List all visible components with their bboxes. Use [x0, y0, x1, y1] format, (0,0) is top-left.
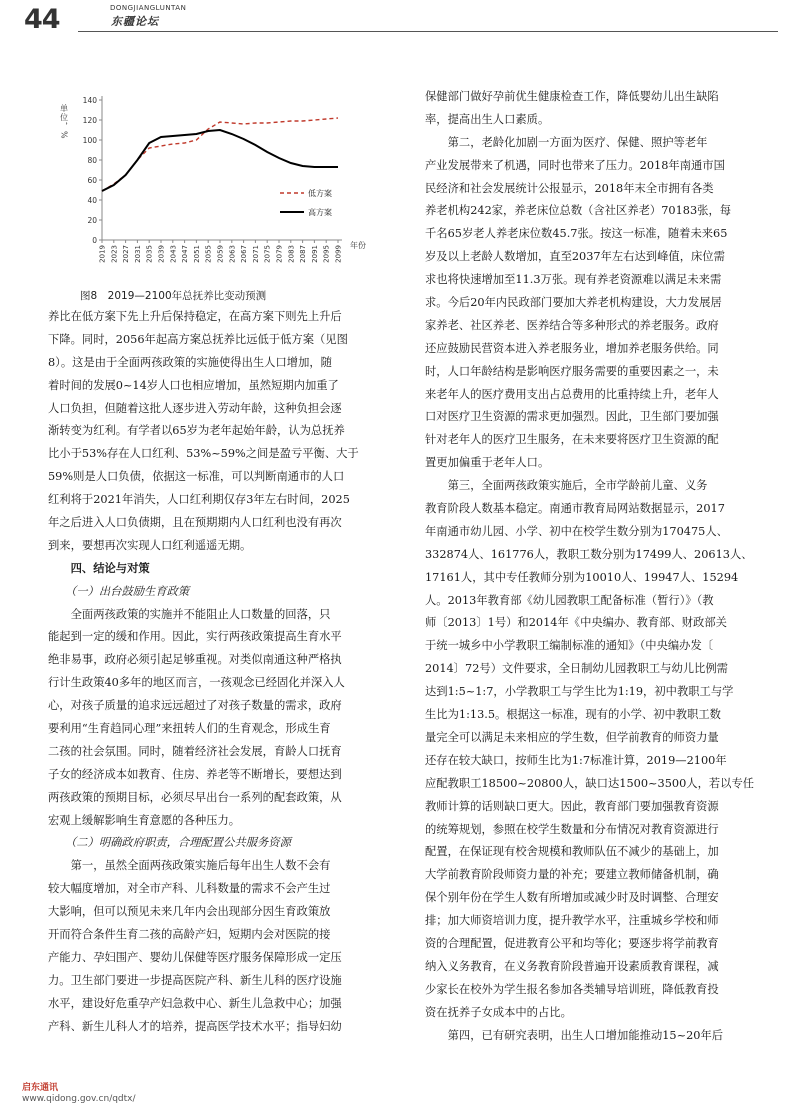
- text-line: 的统筹规划，参照在校学生数量和分布情况对教育资源进行: [425, 822, 719, 836]
- page-footer: [22, 1080, 136, 1104]
- text-line: 全面两孩政策的实施并不能阻止人口数量的回落，只: [48, 607, 331, 621]
- text-line: 保健部门做好孕前优生健康检查工作，降低婴幼儿出生缺陷: [425, 90, 719, 103]
- page-header: [0, 0, 800, 40]
- footer-url: www.qidong.gov.cn/qdtx/: [22, 1094, 136, 1104]
- y-tick-label: 140: [82, 96, 97, 105]
- text-line: 能起到一定的缓和作用。因此，实行两孩政策提高生育水平: [48, 630, 342, 644]
- text-line: 大学前教育阶段师资力量的补充；要建立教师储备机制，确: [425, 868, 719, 882]
- text-line: 应配教职工18500~20800人，缺口达1500~3500人，若以专任: [425, 776, 755, 790]
- subsection-heading: （二）明确政府职责，合理配置公共服务资源: [48, 836, 291, 850]
- text-line: 排；加大师资培训力度，提升教学水平，注重城乡学校和师: [425, 914, 719, 928]
- text-line: 生比为1:13.5。根据这一标准，现有的小学、初中教职工数: [425, 708, 721, 722]
- text-line: 资的合理配置，促进教育公平和均等化；要逐步将学前教育: [425, 936, 719, 950]
- text-line: 少家长在校外为学生报名参加各类辅导培训班，降低教育投: [425, 982, 719, 996]
- text-line: 年南通市幼儿园、小学、初中在校学生数分别为170475人、: [425, 524, 728, 538]
- section-heading: 四、结论与对策: [48, 561, 150, 575]
- text-line: 养比在低方案下先上升后保持稳定，在高方案下则先上升后: [48, 310, 342, 323]
- text-line: 第一，虽然全面两孩政策实施后每年出生人数不会有: [48, 859, 331, 873]
- x-tick-label: 2027: [122, 245, 131, 263]
- text-line: 师〔2013〕1号）和2014年《中央编办、教育部、财政部关: [425, 616, 727, 630]
- x-tick-label: 2075: [263, 245, 272, 263]
- y-tick-label: 100: [82, 136, 97, 145]
- text-line: 心，对孩子质量的追求远远超过了对孩子数量的需求，政府: [48, 699, 342, 713]
- x-tick-label: 2099: [334, 245, 343, 263]
- x-tick-label: 2047: [181, 245, 190, 263]
- x-tick-label: 2063: [228, 245, 237, 263]
- legend-label-1: 低方案: [308, 189, 332, 198]
- text-line: 子女的经济成本如教育、住房、养老等不断增长，要想达到: [48, 767, 342, 781]
- chart-canvas: [60, 84, 380, 284]
- text-line: 行计生政策40多年的地区而言，一孩观念已经固化并深入人: [48, 676, 345, 690]
- text-line: 绝非易事，政府必须引起足够重视。对类似南通这种严格执: [48, 653, 342, 667]
- x-tick-label: 2023: [110, 245, 119, 263]
- x-tick-label: 2043: [169, 245, 178, 263]
- text-line: 到来，要想再次实现人口红利遥遥无期。: [48, 538, 252, 552]
- text-line: 求也将快速增加至11.3万张。现有养老资源难以满足未来需: [425, 273, 722, 287]
- text-line: 求。今后20年内民政部门要加大养老机构建设，大力发展居: [425, 296, 722, 310]
- text-line: 还应鼓励民营资本进入养老服务业，增加养老服务供给。同: [425, 341, 719, 355]
- x-tick-label: 2039: [157, 245, 166, 263]
- text-line: 来老年人的医疗费用支出占总费用的比重持续上升，老年人: [425, 387, 719, 401]
- figure-caption: 图8 2019—2100年总抚养比变动预测: [80, 290, 267, 302]
- text-line: 千名65岁老人养老床位数45.7张。按这一标准，随着未来65: [425, 227, 728, 241]
- text-line: 17161人，其中专任教师分别为10010人、19947人、15294: [425, 570, 739, 584]
- text-line: 纳入义务教育，在义务教育阶段普遍开设素质教育课程，减: [425, 959, 719, 973]
- text-line: 民经济和社会发展统计公报显示，2018年末全市拥有各类: [425, 181, 714, 195]
- text-line: 口对医疗卫生资源的需求更加强烈。因此，卫生部门要加强: [425, 410, 719, 424]
- y-tick-label: 60: [87, 176, 97, 185]
- x-tick-label: 2055: [204, 245, 213, 263]
- text-line: 二孩的社会氛围。同时，随着经济社会发展，育龄人口抚育: [48, 744, 342, 758]
- y-tick-label: 120: [82, 116, 97, 125]
- legend-label-2: 高方案: [308, 208, 332, 217]
- text-line: 针对老年人的医疗卫生服务，在未来要将医疗卫生资源的配: [425, 433, 719, 447]
- text-line: 量完全可以满足未来相应的学生数，但学前教育的师资力量: [425, 730, 719, 744]
- series-line-2: [102, 130, 338, 191]
- text-line: 养老机构242家，养老床位总数（含社区养老）70183张，每: [425, 204, 732, 218]
- page-number: 44: [24, 4, 60, 35]
- text-line: 年之后进入人口负债期，且在预期期内人口红利也没有再次: [48, 516, 342, 530]
- x-axis-label: 年份: [350, 241, 366, 250]
- header-rule: [78, 31, 778, 32]
- x-tick-label: 2083: [287, 245, 296, 263]
- text-line: 岁及以上老龄人数增加，直至2037年左右达到峰值，床位需: [425, 250, 725, 264]
- text-line: 332874人、161776人，教职工数分别为17499人、20613人、: [425, 547, 753, 561]
- text-line: 水平，建设好危重孕产妇急救中心、新生儿急救中心；加强: [48, 996, 342, 1010]
- text-line: 要利用“生育趋同心理”来扭转人们的生育观念，形成生育: [48, 722, 331, 736]
- text-line: 率，提高出生人口素质。: [425, 112, 550, 126]
- magazine-name-latin: DONGJIANGLUNTAN: [110, 4, 187, 12]
- y-axis-label: 单位，%: [60, 104, 69, 140]
- text-line: 较大幅度增加，对全市产科、儿科数量的需求不会产生过: [48, 882, 331, 896]
- text-line: 第二，老龄化加剧一方面为医疗、保健、照护等老年: [425, 135, 708, 149]
- text-line: 家养老、社区养老、医养结合等多种形式的养老服务。政府: [425, 318, 719, 332]
- x-tick-label: 2019: [98, 245, 107, 263]
- right-column: [425, 86, 759, 1047]
- text-line: 开而符合条件生育二孩的高龄产妇，短期内会对医院的接: [48, 928, 331, 942]
- text-line: 着时间的发展0~14岁人口也相应增加，虽然短期内加重了: [48, 378, 339, 392]
- text-line: 红利将于2021年消失，人口红利期仅存3年左右时间，2025: [48, 493, 350, 507]
- x-tick-label: 2095: [322, 245, 331, 263]
- text-line: 大影响，但可以预见未来几年内会出现部分因生育政策放: [48, 905, 331, 919]
- text-line: 于统一城乡中小学教职工编制标准的通知》（中央编办发〔: [425, 639, 714, 653]
- x-tick-label: 2059: [216, 245, 225, 263]
- y-tick-label: 20: [87, 216, 97, 225]
- text-line: 教师计算的话则缺口更大。因此，教育部门要加强教育资源: [425, 799, 719, 813]
- text-line: 产业发展带来了机遇，同时也带来了压力。2018年南通市国: [425, 158, 725, 172]
- x-tick-label: 2079: [275, 245, 284, 263]
- text-line: 人。2013年教育部《幼儿园教职工配备标准（暂行）》（教: [425, 593, 714, 607]
- text-line: 渐转变为红利。有学者以65岁为老年起始年龄，认为总抚养: [48, 424, 345, 438]
- text-line: 人口负担，但随着这批人逐步进入劳动年龄，这种负担会逐: [48, 401, 342, 415]
- text-line: 2014〕72号）文件要求，全日制幼儿园教职工与幼儿比例需: [425, 662, 728, 676]
- x-tick-label: 2087: [299, 245, 308, 263]
- text-line: 时，人口年龄结构是影响医疗服务需要的重要因素之一，未: [425, 364, 719, 378]
- y-tick-label: 80: [87, 156, 97, 165]
- text-line: 达到1:5~1:7，小学教职工与学生比为1:19，初中教职工与学: [425, 685, 734, 699]
- x-tick-label: 2091: [310, 245, 319, 263]
- text-line: 还存在较大缺口，按师生比为1:7标准计算，2019—2100年: [425, 753, 727, 767]
- magazine-name: 东疆论坛: [111, 15, 159, 28]
- x-tick-label: 2071: [251, 245, 260, 263]
- text-line: 59%则是人口负债，依据这一标准，可以判断南通市的人口: [48, 470, 345, 484]
- footer-brand: 启东通讯: [22, 1083, 59, 1093]
- text-line: 下降。同时，2056年起高方案总抚养比远低于低方案（见图: [48, 332, 348, 346]
- y-tick-label: 0: [92, 236, 97, 245]
- text-line: 第三，全面两孩政策实施后，全市学龄前儿童、义务: [425, 479, 708, 493]
- text-line: 配置，在保证现有校舍规模和教师队伍不减少的基础上，加: [425, 845, 719, 859]
- left-column: [48, 306, 384, 1039]
- x-tick-label: 2035: [145, 245, 154, 263]
- subsection-heading: （一）出台鼓励生育政策: [48, 584, 190, 598]
- text-line: 资在抚养子女成本中的占比。: [425, 1005, 572, 1019]
- text-line: 力。卫生部门要进一步提高医院产科、新生儿科的医疗设施: [48, 973, 342, 987]
- x-tick-label: 2067: [240, 245, 249, 263]
- text-line: 产能力、孕妇围产、婴幼儿保健等医疗服务保障形成一定压: [48, 950, 342, 964]
- series-line-1: [102, 118, 338, 191]
- text-line: 产科、新生儿科人才的培养，提高医学技术水平；指导妇幼: [48, 1019, 342, 1033]
- text-line: 第四，已有研究表明，出生人口增加能推动15~20年后: [425, 1028, 724, 1042]
- text-line: 宏观上缓解影响生育意愿的各种压力。: [48, 813, 241, 827]
- x-tick-label: 2031: [133, 245, 142, 263]
- text-line: 8）。这是由于全面两孩政策的实施使得出生人口增加，随: [48, 355, 332, 369]
- text-line: 两孩政策的预期目标，必须尽早出台一系列的配套政策，从: [48, 790, 342, 804]
- text-line: 比小于53%存在人口红利、53%~59%之间是盈亏平衡、大于: [48, 447, 359, 461]
- dependency-ratio-chart: [60, 84, 380, 284]
- text-line: 置更加偏重于老年人口。: [425, 456, 550, 470]
- y-tick-label: 40: [87, 196, 97, 205]
- text-line: 保个别年份在学生人数有所增加或减少时及时调整、合理安: [425, 891, 719, 905]
- x-tick-label: 2051: [192, 245, 201, 263]
- text-line: 教育阶段人数基本稳定。南通市教育局网站数据显示，2017: [425, 502, 725, 516]
